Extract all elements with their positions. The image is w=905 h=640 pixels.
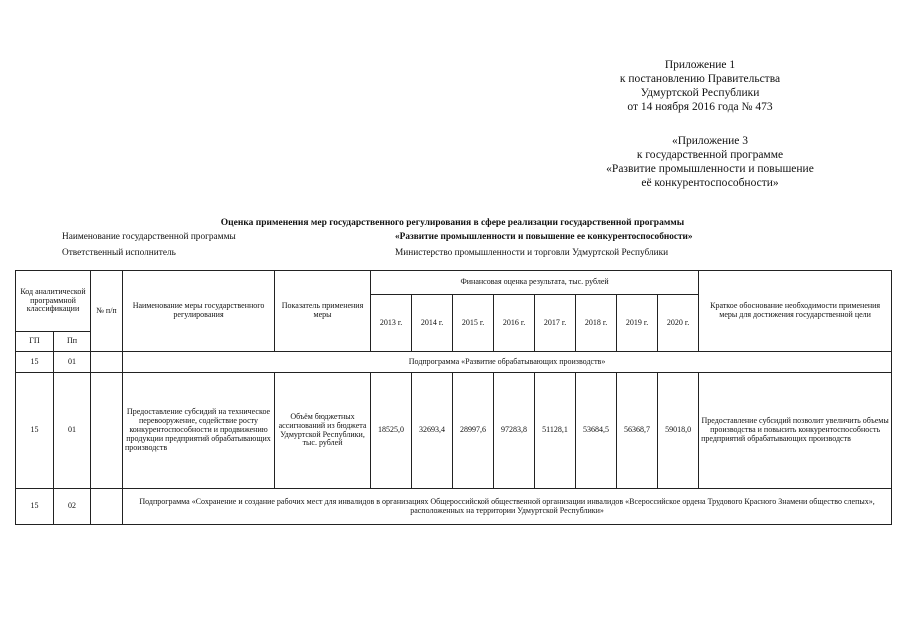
header-justification: Краткое обоснование необходимости применения меры для достижения государственной цели xyxy=(699,271,892,352)
header-finance: Финансовая оценка результата, тыс. рублей xyxy=(371,271,699,295)
appendix3-line3: «Развитие промышленности и повышение xyxy=(606,163,814,175)
executor-label: Ответственный исполнитель xyxy=(62,248,176,258)
header-year: 2017 г. xyxy=(535,295,576,352)
row1-value-2020: 59018,0 xyxy=(658,373,699,489)
subprogram1-title: Подпрограмма «Развитие обрабатывающих производств» xyxy=(123,352,892,373)
subprogram2-pp: 02 xyxy=(54,489,91,525)
appendix1-line3: Удмуртской Республики xyxy=(640,87,760,99)
empty-cell xyxy=(91,352,123,373)
appendix1-line1: Приложение 1 xyxy=(664,59,736,71)
header-year: 2015 г. xyxy=(453,295,494,352)
header-year: 2018 г. xyxy=(576,295,617,352)
row1-value-2016: 97283,8 xyxy=(494,373,535,489)
document-title: Оценка применения мер государственного регулирования в сфере реализации государственной программы xyxy=(220,218,685,228)
header-year: 2016 г. xyxy=(494,295,535,352)
header-year: 2020 г. xyxy=(658,295,699,352)
appendix1-line4: от 14 ноября 2016 года № 473 xyxy=(627,101,773,113)
header-indicator: Показатель применения меры xyxy=(275,271,371,352)
header-number: № п/п xyxy=(91,271,123,352)
header-year: 2019 г. xyxy=(617,295,658,352)
measures-table xyxy=(15,270,892,525)
subprogram2-title: Подпрограмма «Сохранение и создание рабочих мест для инвалидов в организациях Общероссийской общественной организации инвалидов «Всероссийское ордена Трудового Красного Знамени общество слепых», расположенных на территории Удмуртской Республики» xyxy=(123,489,892,525)
row1-gp: 15 xyxy=(16,373,54,489)
row1-value-2015: 28997,6 xyxy=(453,373,494,489)
appendix3-line1: «Приложение 3 xyxy=(671,135,749,147)
row1-value-2013: 18525,0 xyxy=(371,373,412,489)
executor-value: Министерство промышленности и торговли Удмуртской Республики xyxy=(395,248,669,258)
header-code: Код аналитической программной классификации xyxy=(16,271,91,332)
row1-value-2014: 32693,4 xyxy=(412,373,453,489)
row1-number xyxy=(91,373,123,489)
row1-pp: 01 xyxy=(54,373,91,489)
row1-justification: Предоставление субсидий позволит увеличить объемы производства и повысить конкурентоспособность предприятий обрабатывающих производств xyxy=(699,373,892,489)
program-label: Наименование государственной программы xyxy=(62,232,236,242)
row1-value-2017: 51128,1 xyxy=(535,373,576,489)
appendix3-line4: её конкурентоспособности» xyxy=(641,177,779,189)
header-year: 2013 г. xyxy=(371,295,412,352)
empty-cell xyxy=(91,489,123,525)
subprogram1-gp: 15 xyxy=(16,352,54,373)
subprogram2-gp: 15 xyxy=(16,489,54,525)
header-pp: Пп xyxy=(54,332,91,352)
appendix3-line2: к государственной программе xyxy=(636,149,784,161)
header-year: 2014 г. xyxy=(412,295,453,352)
row1-indicator: Объём бюджетных ассигнований из бюджета Удмуртской Республики, тыс. рублей xyxy=(275,373,371,489)
subprogram1-pp: 01 xyxy=(54,352,91,373)
row1-measure: Предоставление субсидий на техническое перевооружение, содействие росту конкурентоспособности и продвижению продукции предприятий обрабатывающих производств xyxy=(123,373,275,489)
program-value: «Развитие промышленности и повышение ее конкурентоспособности» xyxy=(395,232,693,242)
row1-value-2018: 53684,5 xyxy=(576,373,617,489)
row1-value-2019: 56368,7 xyxy=(617,373,658,489)
header-measure: Наименование меры государственного регулирования xyxy=(123,271,275,352)
header-gp: ГП xyxy=(16,332,54,352)
appendix1-line2: к постановлению Правительства xyxy=(619,73,781,85)
